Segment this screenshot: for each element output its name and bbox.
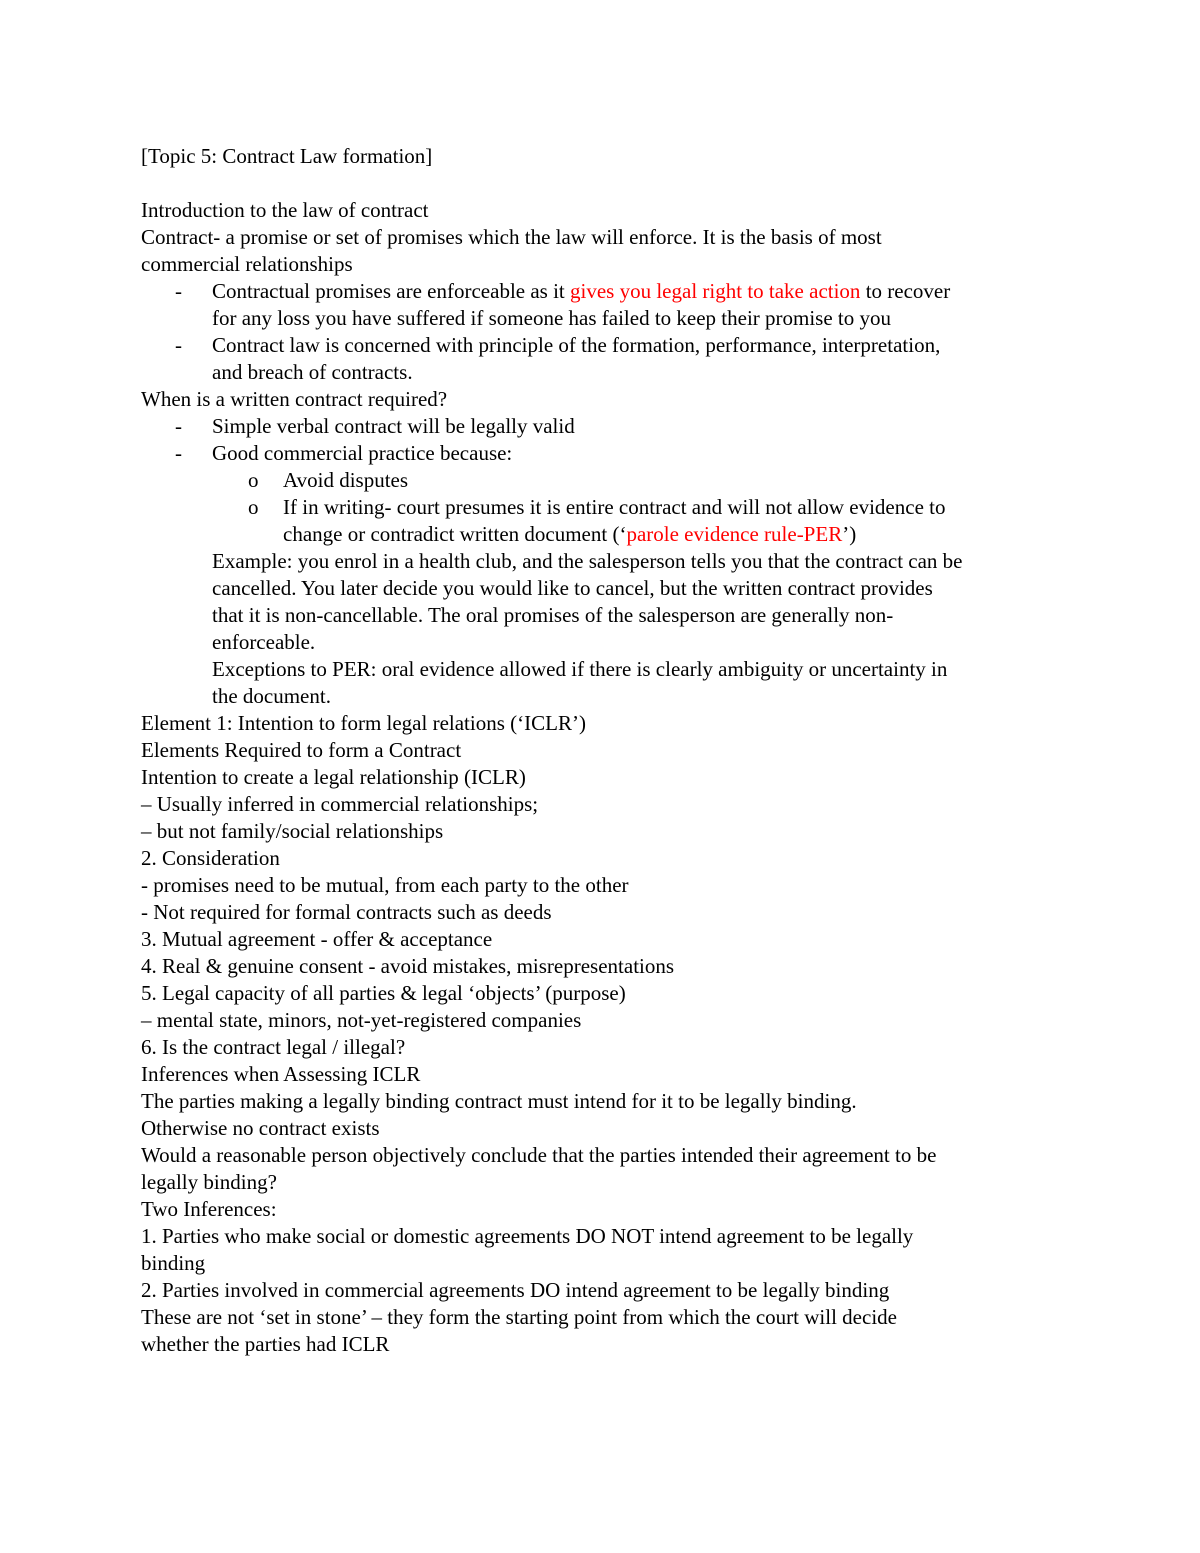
exceptions-line: Exceptions to PER: oral evidence allowed if there is clearly ambiguity or uncertainty in bbox=[212, 657, 948, 681]
text-line: – Usually inferred in commercial relationships; bbox=[141, 792, 539, 816]
text-line: 6. Is the contract legal / illegal? bbox=[141, 1035, 406, 1059]
circle-marker: o bbox=[248, 495, 259, 519]
dash-marker: - bbox=[175, 333, 182, 357]
dash-marker: - bbox=[175, 414, 182, 438]
bullet-text: Good commercial practice because: bbox=[212, 441, 513, 465]
example-line: Example: you enrol in a health club, and the salesperson tells you that the contract can be bbox=[212, 549, 963, 573]
dash-marker: - bbox=[175, 279, 182, 303]
sub-bullet-text: Avoid disputes bbox=[283, 468, 409, 492]
bullet-item bbox=[141, 413, 1061, 440]
bullet-item bbox=[141, 440, 1061, 467]
sub-bullet-item bbox=[141, 494, 1061, 521]
example-line: enforceable. bbox=[212, 630, 316, 654]
text-line: – but not family/social relationships bbox=[141, 819, 444, 843]
text-line: Inferences when Assessing ICLR bbox=[141, 1062, 421, 1086]
text-line: whether the parties had ICLR bbox=[141, 1332, 390, 1356]
text-line: Element 1: Intention to form legal relations (‘ICLR’) bbox=[141, 711, 586, 735]
document-body bbox=[141, 143, 1061, 1358]
text-line: - Not required for formal contracts such as deeds bbox=[141, 900, 552, 924]
text-line: 2. Consideration bbox=[141, 846, 280, 870]
sub-bullet-text-cont: change or contradict written document (‘parole evidence rule-PER’) bbox=[283, 522, 857, 546]
text-line: binding bbox=[141, 1251, 206, 1275]
doc-title: [Topic 5: Contract Law formation] bbox=[141, 144, 433, 168]
text-line: 4. Real & genuine consent - avoid mistakes, misrepresentations bbox=[141, 954, 675, 978]
text-line: 1. Parties who make social or domestic agreements DO NOT intend agreement to be legally bbox=[141, 1224, 914, 1248]
intro-heading: Introduction to the law of contract bbox=[141, 198, 429, 222]
text-line: The parties making a legally binding contract must intend for it to be legally binding. bbox=[141, 1089, 857, 1113]
highlighted-text: gives you legal right to take action bbox=[570, 279, 861, 303]
dash-marker: - bbox=[175, 441, 182, 465]
example-line: that it is non-cancellable. The oral promises of the salesperson are generally non- bbox=[212, 603, 894, 627]
exceptions-line: the document. bbox=[212, 684, 331, 708]
text-line: Elements Required to form a Contract bbox=[141, 738, 462, 762]
example-line: cancelled. You later decide you would like to cancel, but the written contract provides bbox=[212, 576, 933, 600]
blank-line bbox=[141, 170, 1061, 197]
text-line: 5. Legal capacity of all parties & legal ‘objects’ (purpose) bbox=[141, 981, 626, 1005]
bullet-text: Contractual promises are enforceable as it bbox=[212, 279, 571, 303]
contract-definition-cont: commercial relationships bbox=[141, 252, 353, 276]
bullet-item bbox=[141, 332, 1061, 359]
contract-definition: Contract- a promise or set of promises which the law will enforce. It is the basis of most bbox=[141, 225, 882, 249]
bullet-item bbox=[141, 278, 1061, 305]
bullet-text: Simple verbal contract will be legally valid bbox=[212, 414, 575, 438]
text-line: Two Inferences: bbox=[141, 1197, 277, 1221]
text-line: Otherwise no contract exists bbox=[141, 1116, 380, 1140]
text-line: 2. Parties involved in commercial agreements DO intend agreement to be legally binding bbox=[141, 1278, 890, 1302]
sub-bullet-item bbox=[141, 467, 1061, 494]
text-line: These are not ‘set in stone’ – they form the starting point from which the court will decide bbox=[141, 1305, 897, 1329]
circle-marker: o bbox=[248, 468, 259, 492]
bullet-text-cont: for any loss you have suffered if someone has failed to keep their promise to you bbox=[212, 306, 892, 330]
text-line: Intention to create a legal relationship (ICLR) bbox=[141, 765, 526, 789]
text-line: 3. Mutual agreement - offer & acceptance bbox=[141, 927, 493, 951]
written-contract-question: When is a written contract required? bbox=[141, 387, 448, 411]
sub-bullet-text: If in writing- court presumes it is entire contract and will not allow evidence to bbox=[283, 495, 946, 519]
bullet-text-cont: and breach of contracts. bbox=[212, 360, 413, 384]
bullet-text: to recover bbox=[860, 279, 951, 303]
text-line: - promises need to be mutual, from each party to the other bbox=[141, 873, 629, 897]
highlighted-text: parole evidence rule-PER bbox=[626, 522, 843, 546]
text-line: Would a reasonable person objectively conclude that the parties intended their agreement to be bbox=[141, 1143, 937, 1167]
text-line: – mental state, minors, not-yet-registered companies bbox=[141, 1008, 582, 1032]
text-line: legally binding? bbox=[141, 1170, 277, 1194]
bullet-text: Contract law is concerned with principle of the formation, performance, interpretation, bbox=[212, 333, 941, 357]
